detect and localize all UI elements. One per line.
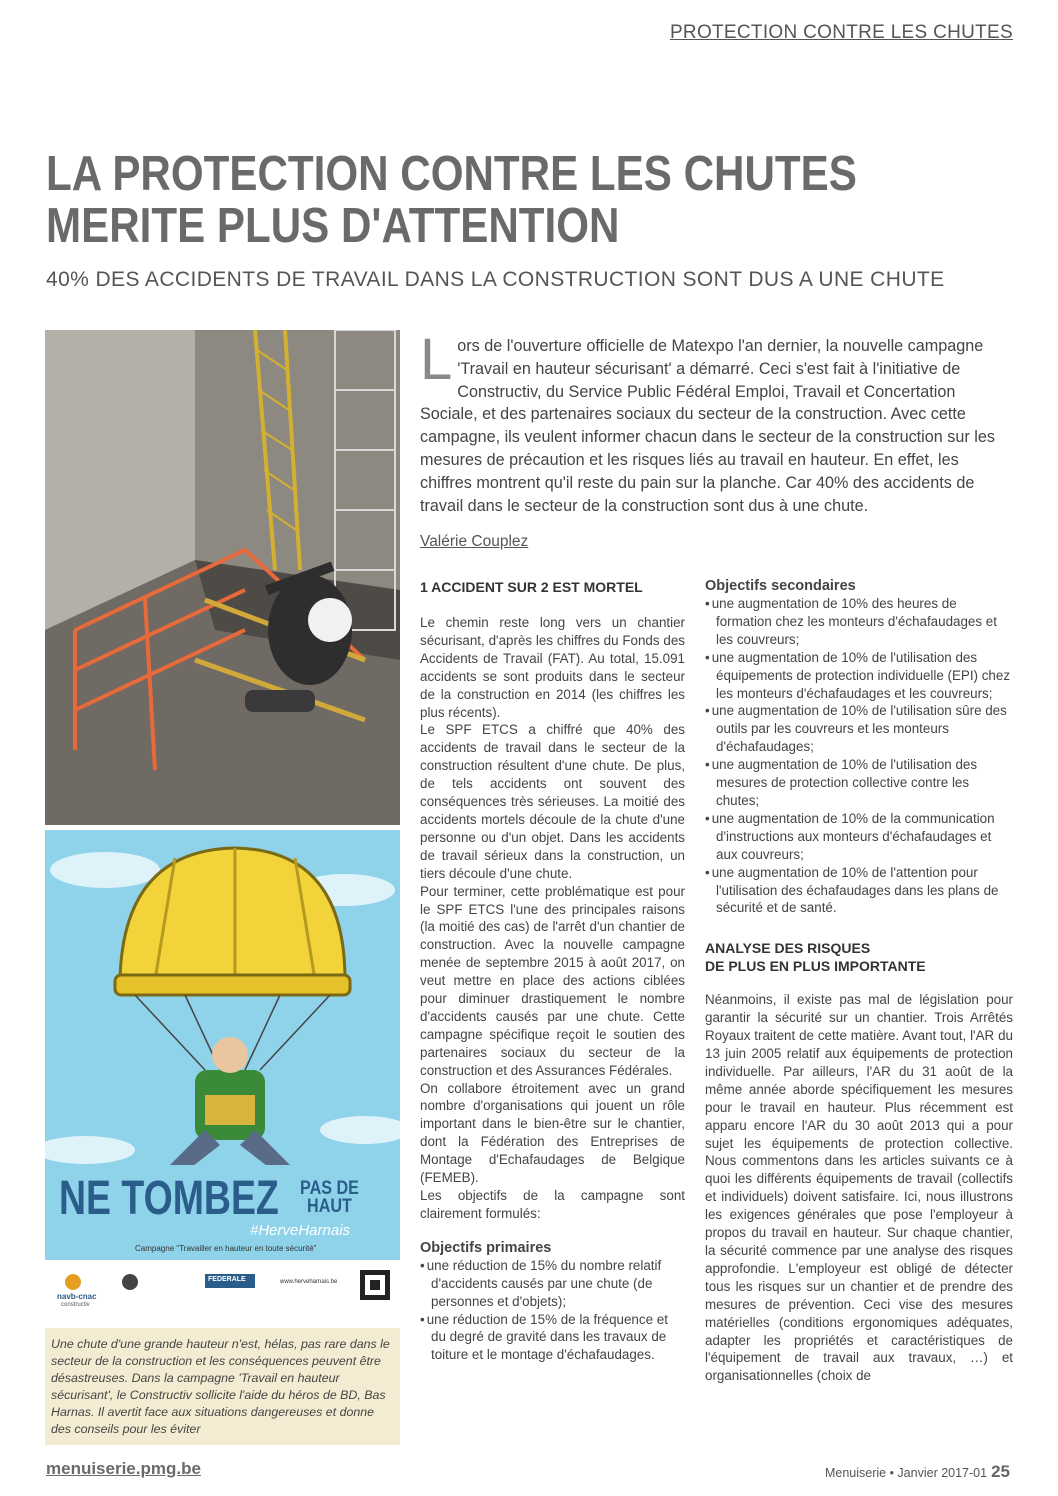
campaign-poster — [45, 830, 400, 1315]
poster-campaign: Campagne "Travailler en hauteur en toute sécurité" — [135, 1244, 317, 1253]
column-2 — [705, 578, 1013, 1385]
poster-headline-small: PAS DE HAUT — [300, 1178, 359, 1217]
title-line-1: LA PROTECTION CONTRE LES CHUTES — [46, 147, 857, 201]
section-heading-2: ANALYSE DES RISQUES DE PLUS EN PLUS IMPORTANTE — [705, 940, 926, 975]
body-paragraph: Les objectifs de la campagne sont clairement formulés: — [420, 1188, 685, 1221]
construction-scene-illustration — [45, 330, 400, 825]
column-1 — [420, 578, 685, 1364]
body-paragraph: Pour terminer, cette problématique est pour le SPF ETCS l'une des principales raisons (la moitié des cas) de l'arrêt d'un chantier de construction. Avec la nouvelle campagne menée de septembre 2015 à août 2017, on veut mettre en place des actions ciblées pour diminuer drastiquement le nombre d'accidents causés par une chute. Cette campagne spécifique reçoit le soutien des partenaires sociaux du secteur de la construction et des Assurances Fédérales. — [420, 883, 685, 1078]
list-item: • une augmentation de 10% de la communication d'instructions aux monteurs d'échafaudages et aux couvreurs; — [705, 810, 1013, 864]
page-number: 25 — [991, 1462, 1010, 1481]
footer-site[interactable]: menuiserie.pmg.be — [46, 1459, 201, 1478]
list-item: • une augmentation de 10% de l'utilisation sûre des outils par les couvreurs et les monteurs d'échafaudages; — [705, 702, 1013, 756]
body-paragraph: On collabore étroitement avec un grand nombre d'organisations qui jouent un rôle important dans le bien-être sur le chantier, dont la Fédération des Entreprises de Montage d'Echafaudages de Belgique (FEMEB). — [420, 1080, 685, 1186]
intro-paragraph — [420, 327, 1010, 517]
body-paragraph: Néanmoins, il existe pas mal de législation pour garantir la sécurité sur un chantier. Trois Arrêtés Royaux traitent de cette matière. Avant tout, l'AR du 13 juin 2005 relatif aux équipements de protection individuelle. Par ailleurs, l'AR du 31 août de la même année aborde spécifiquement les mesures pour le travail en hauteur. Plus récemment est apparu encore l'AR du 30 août 2013 qui a pour sujet les équipements de protection collective. Nous commentons dans les articles suivants ce à quoi les différents équipements de travail (collectifs et individuels) doivent satisfaire. Ici, nous illustrons les exigences générales que pose l'employeur à propos du travail en hauteur. Sur chaque chantier, la sécurité commence par une analyse des risques approfondie. L'employeur est obligé de détecter tous les risques sur un chantier et de prendre des mesures de prévention. Ceci vise des mesures matérielles (conditions ergonomiques adéquates, adapter les propriétés et caractéristiques de l'équipement de travail aux travaux, …) et organisationnelles (choix de — [705, 992, 1013, 1384]
poster-url: www.herveharnais.be — [280, 1279, 338, 1285]
article-subtitle: 40% DES ACCIDENTS DE TRAVAIL DANS LA CONSTRUCTION SONT DUS A UNE CHUTE — [46, 268, 945, 291]
section-label: PROTECTION CONTRE LES CHUTES — [669, 22, 1013, 43]
body-paragraph: Le chemin reste long vers un chantier sécurisant, d'après les chiffres du Fonds des Accidents de Travail (FAT). Au total, 15.091 accidents se sont produits dans le secteur de la construction en 2014 (les chiffres les plus récents). — [420, 615, 685, 720]
list-item: • une réduction de 15% de la fréquence et du degré de gravité dans les travaux de toiture et le montage d'échafaudages. — [420, 1311, 685, 1365]
primary-objectives-list — [420, 1257, 685, 1364]
list-item: • une augmentation de 10% de l'attention pour l'utilisation des échafaudages dans les plans de sécurité et de santé. — [705, 864, 1013, 918]
construction-photo — [45, 330, 400, 825]
secondary-objectives-list — [705, 595, 1013, 917]
list-item: • une augmentation de 10% des heures de formation chez les monteurs d'échafaudages et les couvreurs; — [705, 595, 1013, 649]
section-heading-1: 1 ACCIDENT SUR 2 EST MORTEL — [420, 579, 643, 595]
list-item: • une augmentation de 10% de l'utilisation des mesures de protection collective contre les chutes; — [705, 756, 1013, 810]
article-title — [46, 148, 889, 252]
footer-issue: Menuiserie • Janvier 2017-01 25 — [824, 1462, 1010, 1481]
primary-objectives-heading: Objectifs primaires — [420, 1239, 552, 1256]
author-byline: Valérie Couplez — [420, 533, 529, 550]
poster-hashtag: #HerveHarnais — [250, 1222, 351, 1239]
poster-illustration — [45, 830, 400, 1315]
secondary-objectives-heading: Objectifs secondaires — [705, 578, 856, 594]
title-line-2: MERITE PLUS D'ATTENTION — [46, 199, 620, 253]
list-item: • une augmentation de 10% de l'utilisation des équipements de protection individuelle (EPI) chez les monteurs d'échafaudages et les couvreurs; — [705, 649, 1013, 703]
poster-headline: NE TOMBEZ — [59, 1172, 279, 1225]
intro-text: ors de l'ouverture officielle de Matexpo l'an dernier, la nouvelle campagne 'Travail en hauteur sécurisant' a démarré. Ceci s'est fait à l'initiative de Constructiv, du Service Public Fédéral Emploi, Travail et Concertation Sociale, et des partenaires sociaux du secteur de la construction. Avec cette campagne, ils veulent informer chacun dans le secteur de la construction sur les mesures de précaution et les risques liés au travail en hauteur. En effet, les chiffres montrent qu'il reste du pain sur la planche. Car 40% des accidents de travail dans le secteur de la construction sont dus à une chute. — [420, 337, 995, 515]
poster-logo: navb-cnac — [57, 1292, 97, 1301]
body-paragraph: Le SPF ETCS a chiffré que 40% des accidents de travail dans le secteur de la construction résultent d'une chute. De plus, de tels accidents ont souvent des conséquences très sérieuses. La moitié des accidents mortels découle de la chute d'une personne ou d'un objet. Dans les accidents de travail sérieux dans la construction, un tiers découle d'une chute. — [420, 722, 685, 881]
poster-logo-sub: constructiv — [61, 1302, 90, 1308]
intro-dropcap: L — [420, 327, 453, 392]
photo-caption: Une chute d'une grande hauteur n'est, hélas, pas rare dans le secteur de la construction et les conséquences peuvent être désastreuses. Dans la campagne 'Travail en hauteur sécurisant', le Constructiv sollicite l'aide du héros de BD, Bas Harnas. Il avertit face aux situations dangereuses et donne des conseils pour les éviter — [45, 1328, 400, 1445]
list-item: • une réduction de 15% du nombre relatif d'accidents causés par une chute (de personnes et d'objets); — [420, 1257, 685, 1311]
poster-partner: FEDERALE — [208, 1276, 246, 1283]
